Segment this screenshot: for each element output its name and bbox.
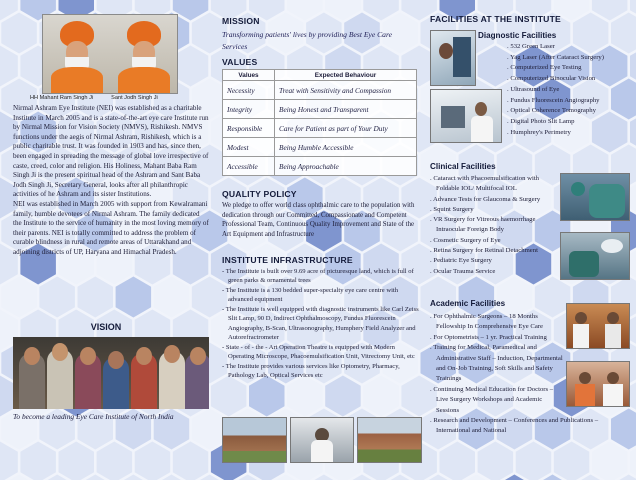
mission-heading: MISSION <box>222 16 260 26</box>
infrastructure-heading: INSTITUTE INFRASTRUCTURE <box>222 255 353 265</box>
list-item: . Yag Laser (After Cataract Surgery) <box>507 53 604 61</box>
list-item: . 532 Green Laser <box>507 43 555 50</box>
list-item: - The Institute provides various services like Optometry, Pharmacy, Pathology Lab, Optical Services etc <box>222 362 400 379</box>
list-item: . Ultrasound of Eye <box>507 85 560 93</box>
right-panel <box>424 0 636 480</box>
value-cell: Necessity <box>223 81 275 100</box>
list-item: - The Institute is a 130 bedded super-specialty eye care centre with advanced equipment <box>222 286 399 304</box>
quality-policy-heading: QUALITY POLICY <box>222 189 297 199</box>
list-item: - State - of - the - Art Operation Theatre is equipped with Modern Operating Microscope, Phacoemulsification Unit, Vitrectomy Unit, etc <box>222 343 415 360</box>
behaviour-cell: Being Honest and Transparent <box>275 100 417 119</box>
founder-caption-left: HH Mahant Ram Singh Ji <box>30 95 94 101</box>
table-row <box>223 81 417 100</box>
table-row <box>223 138 417 157</box>
behaviour-cell: Being Humble Accessible <box>275 138 417 157</box>
values-table <box>222 69 417 176</box>
diagnostic-facilities-list <box>507 42 633 138</box>
operation-theatre-photo <box>290 417 355 463</box>
operation-theatre-photo <box>560 232 630 280</box>
infrastructure-list <box>222 267 422 381</box>
clinical-facilities-list <box>430 174 560 277</box>
list-item: . Computerized Eye Testing <box>507 64 582 72</box>
list-item: . VR Surgery for Vitreous haemorrhage Intraocular Foreign Body <box>430 216 536 234</box>
founders-caption <box>30 95 210 101</box>
vision-photo <box>13 337 209 409</box>
intro-text <box>13 104 209 258</box>
table-row <box>223 119 417 138</box>
table-row <box>223 100 417 119</box>
left-panel <box>0 0 212 480</box>
intro-paragraph: NEI was established in March 2005 with support from Kewalramani family, humble devotees of Nirmal Ashram. The family dedicated the Institute to the service of humanity in the most loving memory of their parents. NEI is totally committed to address the problem of curable blindness in rural and remote areas of Uttarakhand and adjoining districts of UP, Haryana and Himachal Pradesh. <box>13 199 209 256</box>
vision-heading: VISION <box>90 322 122 332</box>
diagnostic-photo-eye-exam <box>430 30 476 86</box>
training-session-photo <box>566 361 630 407</box>
vision-statement: To become a leading Eye Care Institute of North India <box>13 412 174 421</box>
behaviour-cell: Being Approachable <box>275 157 417 176</box>
list-item: . Cosmetic Surgery of Eye <box>430 236 501 244</box>
list-item: . For Ophthalmic Surgeons – 18 Months Fellowship In Comprehensive Eye Care <box>430 313 543 331</box>
intro-paragraph: Nirmal Ashram Eye Institute (NEI) was established as a charitable Institute in March 2005 and is a state-of-the-art eye care Institute run by Nirmal Mission for Vision Society (NMVS), Rishikesh. NMVS functions under the aegis of Nirmal Ashram, Rishikesh, which is a public charitable trust. It was founded in 1903 and has, since then, been engaged in spreading the message of global love irrespective of caste, creed, color and religion. His Holiness, Mahant Baba Ram Singh Ji is the present spiritual head of the Ashram and Sant Baba Jodh Singh Ji, Secretary General, looks after all philanthropic activities of he Ashram and its sister Institutions. <box>13 104 209 199</box>
clinical-facilities-heading: Clinical Facilities <box>430 162 496 171</box>
value-cell: Integrity <box>223 100 275 119</box>
behaviour-cell: Care for Patient as part of Your Duty <box>275 119 417 138</box>
mission-statement: Transforming patients' lives by providing Best Eye Care Services <box>222 30 393 51</box>
facilities-heading: FACILITIES AT THE INSTITUTE <box>430 14 561 24</box>
infrastructure-photos <box>222 417 422 463</box>
behaviour-column-header: Expected Behaviour <box>275 70 417 81</box>
founder-portrait-right <box>110 15 177 93</box>
list-item: . Fundus Fluorescein Angiography <box>507 96 600 104</box>
list-item: . Optical Coherence Tomography <box>507 107 596 115</box>
diagnostic-photo-equipment <box>430 89 502 143</box>
quality-policy-text: We pledge to offer world class ophthalmic care to the population with dedication through our Committed, Compassionate and Competent Professional Team, Continuous Quality Improvement and State of the Art Equipment and Infrastructure <box>222 202 415 239</box>
list-item: . Training for Medical, Paramedical and Administrative Staff – Induction, Departmental and On-Job Training, Soft Skills and Safety Trainings <box>430 344 563 383</box>
list-item: . Humphrey's Perimetry <box>507 128 571 136</box>
list-item: . Pediatric Eye Surgery <box>430 257 492 265</box>
building-photo <box>357 417 422 463</box>
value-cell: Modest <box>223 138 275 157</box>
value-cell: Responsible <box>223 119 275 138</box>
list-item: . Continuing Medical Education for Doctors – Live Surgery Workshops and Academic Sessions <box>430 385 554 414</box>
values-table-header-row <box>223 70 417 81</box>
list-item: . Research and Development – Conferences and Publications – International and National <box>430 417 599 435</box>
founders-photo <box>42 14 178 94</box>
list-item: . Computerized Binocular Vision <box>507 75 596 83</box>
list-item: . Digital Photo Slit Lamp <box>507 117 575 125</box>
surgery-photo <box>560 173 630 221</box>
list-item: . Cataract with Phacoemulsification with Foldable IOL/ Multifocal IOL <box>430 175 540 193</box>
behaviour-cell: Treat with Sensitivity and Compassion <box>275 81 417 100</box>
award-ceremony-photo <box>566 303 630 349</box>
academic-facilities-heading: Academic Facilities <box>430 299 506 308</box>
list-item: . Ocular Trauma Service <box>430 267 496 275</box>
list-item: . Advance Tests for Glaucoma & Surgery <box>430 195 541 203</box>
value-cell: Accessible <box>223 157 275 176</box>
list-item: . Retina Surgery for Retinal Detachment <box>430 247 538 255</box>
middle-panel <box>212 0 424 480</box>
founder-portrait-left <box>43 15 110 93</box>
values-column-header: Values <box>223 70 275 81</box>
campus-photo <box>222 417 287 463</box>
diagnostic-facilities-heading: Diagnostic Facilities <box>478 31 557 40</box>
list-item: - The Institute is built over 9.69 acre of picturesque land, which is full of green parks & ornamental trees <box>222 268 414 285</box>
founder-caption-right: Sant Jodh Singh Ji <box>111 95 158 101</box>
table-row <box>223 157 417 176</box>
list-item: . For Optometrists – 1 yr. Practical Training <box>430 333 547 341</box>
list-item: - The Institute is well equipped with diagnostic instruments like Carl Zeiss Slit Lamp, 90 D, Indirect Ophthalmoscopy, Fundus Fluorescein Angiography, B-Scan, Ultrasonography, Humphery Field Analyzer and Autorefractrometer <box>222 305 419 341</box>
list-item: . Squint Surgery <box>430 205 474 213</box>
values-heading: VALUES <box>222 57 258 67</box>
